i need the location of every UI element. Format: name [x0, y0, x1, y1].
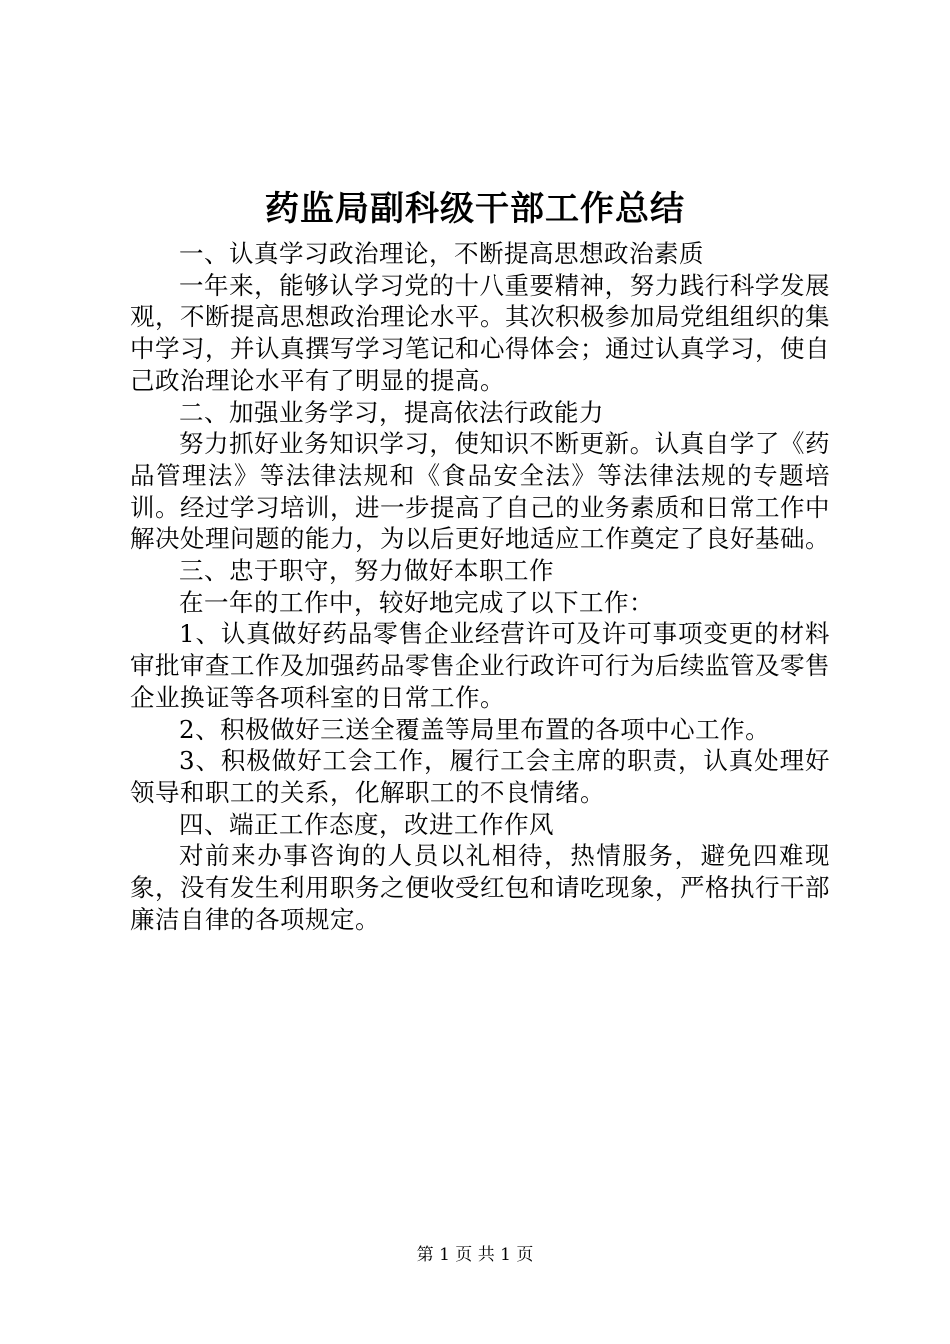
document-title: 药监局副科级干部工作总结 — [265, 189, 685, 229]
paragraph: 一年来，能够认学习党的十八重要精神，努力践行科学发展观，不断提高思想政治理论水平。其次积极参加局党组组织的集中学习，并认真撰写学习笔记和心得体会；通过认真学习，使自己政治理论水平有了明显的提高。 — [130, 270, 830, 395]
paragraph: 在一年的工作中，较好地完成了以下工作： — [179, 587, 654, 617]
list-item: 3、积极做好工会工作，履行工会主席的职责，认真处理好领导和职工的关系，化解职工的不良情绪。 — [130, 746, 830, 807]
paragraph: 努力抓好业务知识学习，使知识不断更新。认真自学了《药品管理法》等法律法规和《食品安全法》等法律法规的专题培训。经过学习培训，进一步提高了自己的业务素质和日常工作中解决处理问题的能力，为以后更好地适应工作奠定了良好基础。 — [130, 429, 830, 554]
section-heading-1: 一、认真学习政治理论，不断提高思想政治素质 — [179, 239, 704, 268]
section-heading-4: 四、端正工作态度，改进工作作风 — [179, 809, 554, 839]
section-heading-3: 三、忠于职守，努力做好本职工作 — [179, 556, 554, 586]
page-number-footer: 第 1 页 共 1 页 — [416, 1245, 534, 1265]
list-item: 2、积极做好三送全覆盖等局里布置的各项中心工作。 — [179, 714, 771, 744]
list-item: 1、认真做好药品零售企业经营许可及许可事项变更的材料审批审查工作及加强药品零售企业行政许可行为后续监管及零售企业换证等各项科室的日常工作。 — [130, 619, 830, 712]
paragraph: 对前来办事咨询的人员以礼相待，热情服务，避免四难现象，没有发生利用职务之便收受红包和请吃现象，严格执行干部廉洁自律的各项规定。 — [130, 841, 830, 934]
section-heading-2: 二、加强业务学习，提高依法行政能力 — [179, 397, 604, 427]
document-body — [130, 238, 830, 935]
